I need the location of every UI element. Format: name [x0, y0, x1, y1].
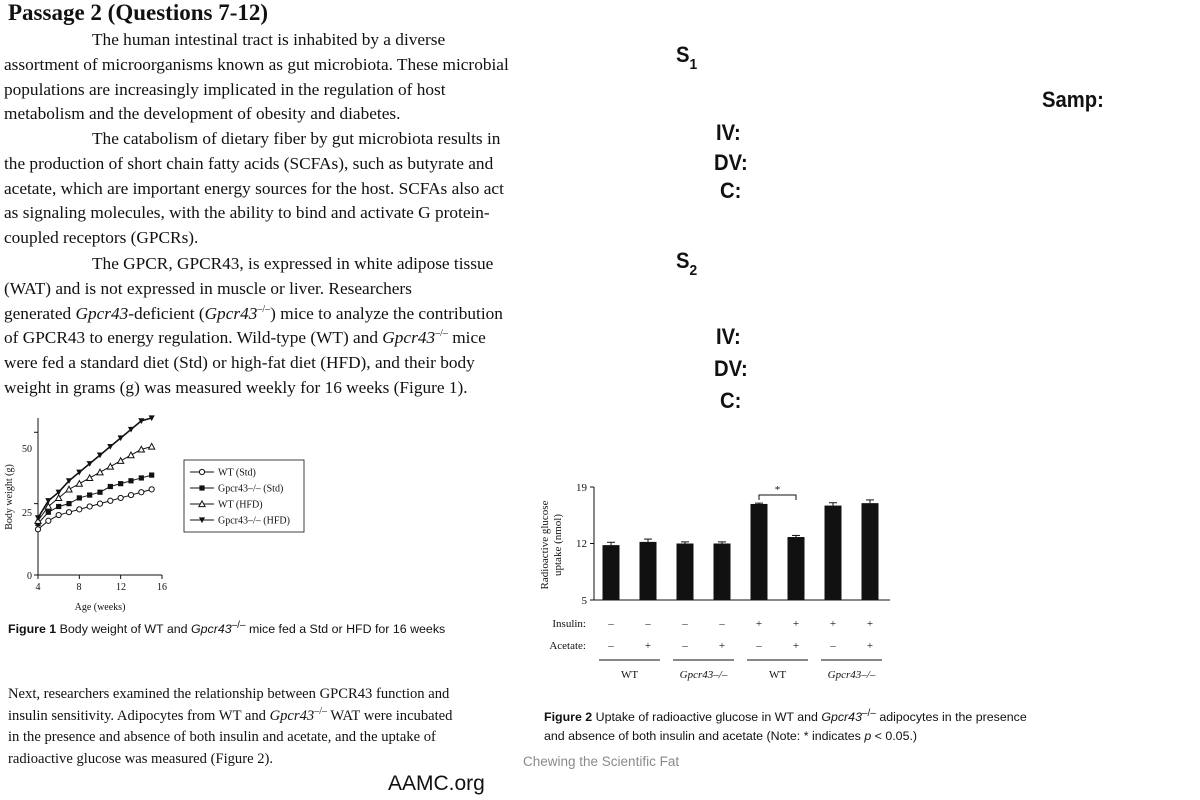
data-point — [108, 498, 113, 503]
y-tick-label: 0 — [27, 571, 32, 582]
legend-marker — [199, 485, 204, 490]
p1-line: populations are increasingly implicated in the regulation of host — [4, 79, 446, 99]
legend-marker — [199, 469, 204, 474]
data-point — [139, 475, 144, 480]
data-point — [66, 486, 72, 492]
notes-iv-2: IV: — [716, 324, 741, 349]
acetate-value: – — [608, 640, 614, 652]
p2-line: acetate, which are important energy sources for the host. SCFAs also act — [4, 178, 504, 198]
p4-line: in the presence and absence of both insulin and acetate, and the uptake of — [8, 729, 436, 745]
data-point — [97, 501, 102, 506]
figure1-caption: Figure 1 Body weight of WT and Gpcr43–/– mice fed a Std or HFD for 16 weeks — [8, 619, 446, 636]
y-tick-label: 5 — [581, 595, 587, 607]
notes-c-1: C: — [720, 178, 742, 203]
acetate-label: Acetate: — [549, 640, 586, 652]
legend-entry: Gpcr43–/– (HFD) — [218, 515, 290, 527]
p2-line: coupled receptors (GPCRs). — [4, 228, 199, 248]
x-tick-label: 12 — [116, 582, 126, 593]
data-point — [56, 512, 61, 517]
insulin-value: + — [866, 618, 874, 630]
data-point — [118, 458, 124, 464]
group-label: Gpcr43–/– — [827, 669, 876, 681]
p3-line: The GPCR, GPCR43, is expressed in white adipose tissue — [92, 254, 494, 273]
data-point — [149, 487, 154, 492]
p4-line: radioactive glucose was measured (Figure 2). — [8, 750, 274, 767]
data-point — [35, 527, 40, 532]
bar — [677, 544, 694, 601]
notes-dv-2: DV: — [714, 356, 748, 381]
insulin-value: + — [829, 618, 837, 630]
x-tick-label: 16 — [157, 582, 167, 593]
figure1-chart — [0, 410, 320, 620]
insulin-value: + — [755, 618, 763, 630]
data-point — [87, 504, 92, 509]
data-point — [118, 481, 123, 486]
acetate-value: + — [792, 640, 800, 652]
p3-line: of GPCR43 to energy regulation. Wild-type (WT) and Gpcr43–/– mice — [4, 328, 486, 348]
figure2-caption: Figure 2 Uptake of radioactive glucose in WT and Gpcr43–/– adipocytes in the presence and absence of both insulin and acetate (Note: * indicates p < 0.05.) — [544, 707, 1027, 743]
group-label: Gpcr43–/– — [679, 669, 728, 681]
notes-s1: $S_1$ — [676, 42, 698, 73]
data-point — [46, 518, 51, 523]
p2-line: as signaling molecules, with the ability to bind and activate G protein- — [4, 203, 490, 223]
acetate-value: – — [682, 640, 688, 652]
insulin-value: – — [608, 618, 614, 630]
figure2-chart — [530, 475, 900, 690]
p1-line: assortment of microorganisms known as gut microbiota. These microbial — [4, 54, 509, 74]
group-label: WT — [620, 669, 639, 681]
bar — [714, 544, 731, 601]
data-point — [66, 501, 71, 506]
data-point — [128, 478, 133, 483]
data-point — [87, 492, 92, 497]
paragraph-1 — [4, 28, 524, 127]
notes-samp: Samp: — [1042, 87, 1104, 112]
bar — [825, 506, 842, 600]
data-point — [77, 507, 82, 512]
passage-title: Passage 2 (Questions 7-12) — [8, 0, 269, 25]
bar — [603, 545, 620, 600]
paragraph-2 — [4, 127, 524, 251]
p4-line: Next, researchers examined the relationship between GPCR43 function and — [8, 686, 450, 702]
x-tick-label: 8 — [76, 582, 82, 593]
data-point — [149, 443, 155, 449]
series-line — [38, 418, 152, 518]
y-axis-label: uptake (nmol) — [552, 513, 564, 577]
y-tick-label: 25 — [22, 508, 32, 519]
data-point — [128, 492, 133, 497]
significance-star: * — [774, 484, 781, 496]
insulin-value: – — [682, 618, 688, 630]
p2-line: the production of short chain fatty acids (SCFAs), such as butyrate and — [4, 153, 494, 173]
data-point — [76, 481, 82, 487]
p3-line: (WAT) and is not expressed in muscle or liver. Researchers — [4, 278, 412, 298]
paragraph-3 — [4, 252, 524, 401]
data-point — [128, 452, 134, 458]
watermark: Chewing the Scientific Fat — [523, 754, 680, 769]
p3-line: were fed a standard diet (Std) or high-fat diet (HFD), and their body — [4, 353, 475, 373]
paragraph-4 — [8, 684, 478, 770]
p3-line: generated Gpcr43-deficient (Gpcr43–/–) mice to analyze the contribution — [4, 303, 503, 323]
data-point — [77, 495, 82, 500]
data-point — [118, 495, 123, 500]
data-point — [107, 463, 113, 469]
data-point — [56, 504, 61, 509]
legend-entry: WT (Std) — [218, 467, 256, 479]
series-line — [38, 475, 152, 524]
acetate-value: – — [830, 640, 836, 652]
p1-line: metabolism and the development of obesity and diabetes. — [4, 104, 401, 124]
data-point — [46, 510, 51, 515]
insulin-label: Insulin: — [552, 618, 586, 630]
legend-entry: WT (HFD) — [218, 499, 263, 511]
acetate-value: + — [644, 640, 652, 652]
notes-c-2: C: — [720, 388, 742, 413]
insulin-value: + — [792, 618, 800, 630]
p3-line: weight in grams (g) was measured weekly for 16 weeks (Figure 1). — [4, 377, 468, 397]
p2-line: The catabolism of dietary fiber by gut microbiota results in — [92, 129, 501, 148]
notes-dv-1: DV: — [714, 150, 748, 175]
notes-s2: $S_2$ — [676, 248, 698, 279]
bar — [640, 542, 657, 600]
source-label: AAMC.org — [388, 772, 485, 795]
bar — [788, 537, 805, 600]
data-point — [66, 510, 71, 515]
insulin-value: – — [719, 618, 725, 630]
data-point — [139, 490, 144, 495]
x-tick-label: 4 — [35, 582, 41, 593]
y-tick-label: 50 — [22, 444, 32, 455]
p4-line: insulin sensitivity. Adipocytes from WT and Gpcr43–/– WAT were incubated — [8, 705, 453, 724]
acetate-value: + — [718, 640, 726, 652]
y-tick-label: 12 — [576, 538, 587, 550]
legend-entry: Gpcr43–/– (Std) — [218, 483, 284, 495]
x-axis-label: Age (weeks) — [74, 602, 126, 613]
y-tick-label: 19 — [576, 482, 587, 494]
figure1-axes — [38, 418, 162, 575]
y-axis-label: Radioactive glucose — [539, 500, 551, 590]
insulin-value: – — [645, 618, 651, 630]
y-axis-label: Body weight (g) — [4, 464, 15, 530]
data-point — [87, 475, 93, 481]
data-point — [97, 490, 102, 495]
data-point — [97, 469, 103, 475]
bar — [751, 504, 768, 600]
p1-line: The human intestinal tract is inhabited by a diverse — [92, 30, 446, 49]
notes-iv-1: IV: — [716, 120, 741, 145]
group-label: WT — [768, 669, 787, 681]
data-point — [149, 472, 154, 477]
acetate-value: – — [756, 640, 762, 652]
data-point — [108, 484, 113, 489]
acetate-value: + — [866, 640, 874, 652]
bar — [862, 503, 879, 600]
